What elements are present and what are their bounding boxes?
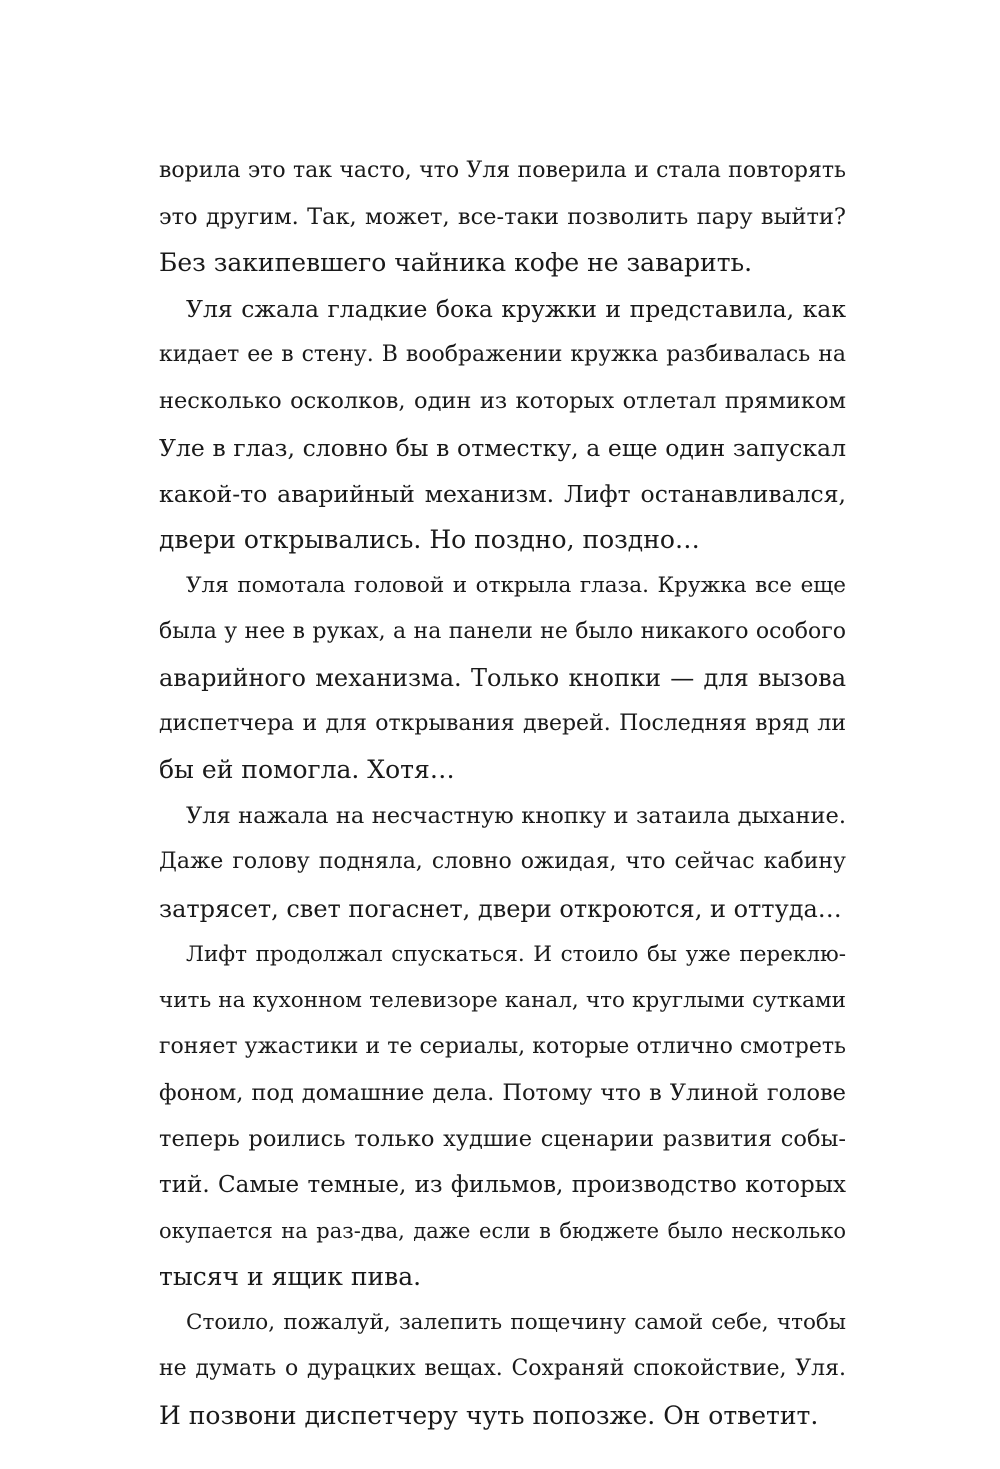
text-line: фоном, под домашние дела. Потому что в Улиной голове — [159, 1079, 846, 1106]
text-line: тысяч и ящик пива. — [159, 1262, 422, 1292]
text-line: двери открывались. Но поздно, поздно… — [159, 524, 700, 554]
text-line: ворила это так часто, что Уля поверила и стала повторять — [159, 158, 846, 183]
text-line: теперь роились только худшие сценарии развития собы- — [159, 1125, 846, 1152]
text-line: Уля помотала головой и открыла глаза. Кружка все еще — [186, 572, 846, 598]
text-line: кидает ее в стену. В воображении кружка разбивалась на — [159, 342, 846, 368]
text-line: диспетчера и для открывания дверей. Последняя вряд ли — [159, 711, 846, 737]
text-line: Без закипевшего чайника кофе не заварить. — [159, 248, 753, 278]
text-line: была у нее в руках, а на панели не было никакого особого — [159, 618, 846, 644]
text-line: аварийного механизма. Только кнопки — для вызова — [159, 664, 846, 693]
text-line: бы ей помогла. Хотя… — [159, 755, 455, 785]
text-line: какой-то аварийный механизм. Лифт останавливался, — [159, 479, 846, 508]
text-line: Уля сжала гладкие бока кружки и представила, как — [186, 295, 846, 324]
text-line: Даже голову подняла, словно ожидая, что сейчас кабину — [159, 849, 846, 875]
text-line: чить на кухонном телевизоре канал, что круглыми сутками — [159, 987, 846, 1013]
text-line: Уля нажала на несчастную кнопку и затаила дыхание. — [186, 803, 846, 830]
page-text — [159, 148, 846, 1439]
text-line: Лифт продолжал спускаться. И стоило бы уже переклю- — [186, 941, 846, 967]
text-line: окупается на раз-два, даже если в бюджете было несколько — [159, 1219, 846, 1244]
text-line: несколько осколков, один из которых отлетал прямиком — [159, 388, 846, 415]
text-line: И позвони диспетчеру чуть попозже. Он ответит. — [159, 1400, 819, 1430]
text-line: не думать о дурацких вещах. Сохраняй спокойствие, Уля. — [159, 1356, 846, 1382]
text-line: Стоило, пожалуй, залепить пощечину самой себе, чтобы — [186, 1310, 846, 1336]
text-line: тий. Самые темные, из фильмов, производство которых — [159, 1172, 846, 1199]
text-line: затрясет, свет погаснет, двери откроются, и оттуда… — [159, 894, 842, 923]
text-line: Уле в глаз, словно бы в отместку, а еще один запускал — [159, 433, 846, 462]
text-line: это другим. Так, может, все-таки позволить пару выйти? — [159, 204, 846, 231]
text-line: гоняет ужастики и те сериалы, которые отлично смотреть — [159, 1033, 846, 1059]
